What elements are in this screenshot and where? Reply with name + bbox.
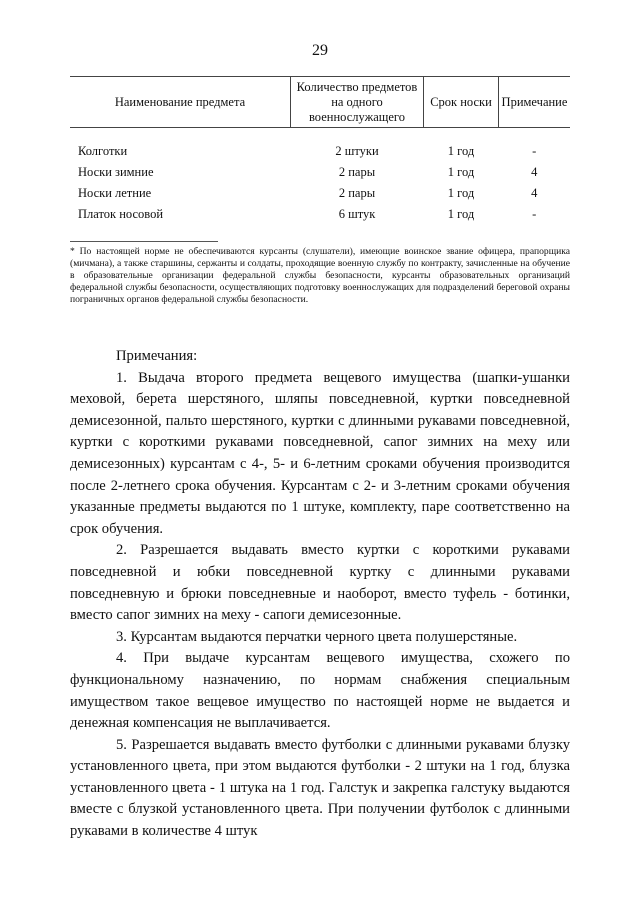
table-row <box>70 162 570 183</box>
note-paragraph: 5. Разрешается выдавать вместо футболки с длинными рукавами блузку установленного цвета, при этом выдаются футболки - 2 штуки на 1 год, блузка установленного цвета - 1 штука на 1 год. Галстук и закрепка галстуку выдаются вместе с блузкой установленного цвета. При получении футболок с длинными рукавами в количестве 4 штук <box>70 736 570 840</box>
item-term: 1 год <box>447 186 475 200</box>
note-paragraph: 4. При выдаче курсантам вещевого имущества, схожего по функциональному назначению, по нормам снабжения специальным имуществом такое вещевое имущество по настоящей норме не выдается и денежная компенсация не выплачивается. <box>70 650 570 732</box>
item-name: Носки летние <box>78 186 152 200</box>
item-quantity: 2 пары <box>338 186 376 200</box>
item-name: Колготки <box>78 144 128 158</box>
item-note: - <box>532 144 537 158</box>
item-term: 1 год <box>447 165 475 179</box>
item-quantity: 2 пары <box>338 165 376 179</box>
header-item-name: Наименование предмета <box>70 77 291 128</box>
table-row <box>70 141 570 162</box>
table-spacer-row <box>70 128 570 142</box>
notes-heading: Примечания: <box>116 348 198 364</box>
item-note: 4 <box>531 165 538 179</box>
table-row <box>70 204 570 225</box>
item-quantity: 2 штуки <box>335 144 379 158</box>
page-number: 29 <box>312 42 328 59</box>
item-note: - <box>532 207 537 221</box>
item-term: 1 год <box>447 207 475 221</box>
footnote: * По настоящей норме не обеспечиваются курсанты (слушатели), имеющие воинское звание офицера, прапорщика (мичмана), а также старшины, сержанты и солдаты, проходящие военную службу по контракту, зачисленные на обучение в образовательные организации федеральной службы безопасности, курсанты образовательных организаций федеральной службы безопасности, осуществляющих подготовку военнослужащих для подразделений береговой охраны пограничных органов федеральной службы безопасности. <box>70 246 570 305</box>
footnote-divider <box>70 241 218 242</box>
item-name: Носки зимние <box>78 165 154 179</box>
note-paragraph: 3. Курсантам выдаются перчатки черного цвета полушерстяные. <box>116 628 518 645</box>
notes-section <box>70 346 570 843</box>
item-term: 1 год <box>447 144 475 158</box>
item-quantity: 6 штук <box>338 207 376 221</box>
clothing-norm-table <box>70 76 570 225</box>
item-name: Платок носовой <box>78 207 164 221</box>
note-paragraph: 1. Выдача второго предмета вещевого имущества (шапки-ушанки меховой, берета шерстяного, шляпы повседневной, куртки повседневной демисезонной, пальто шерстяного, куртки с длинными рукавами повседневной, куртки с короткими рукавами повседневной, сапог зимних на меху или демисезонных) курсантам с 4-, 5- и 6-летним сроками обучения производится после 2-летнего срока обучения. Курсантам с 2- и 3-летним сроками обучения указанные предметы выдаются по 1 штуке, комплекту, паре соответственно на срок обучения. <box>70 369 570 537</box>
note-paragraph: 2. Разрешается выдавать вместо куртки с короткими рукавами повседневной и юбки повседневной куртку с длинными рукавами повседневную и брюки повседневные и наоборот, вместо туфель - ботинки, вместо сапог зимних на меху - сапоги демисезонные. <box>70 542 570 624</box>
header-quantity: Количество предметов на одного военнослужащего <box>291 77 424 128</box>
header-wear-term: Срок носки <box>424 77 499 128</box>
table-row <box>70 183 570 204</box>
header-note: Примечание <box>499 77 571 128</box>
item-note: 4 <box>531 186 538 200</box>
table-header-row <box>70 77 570 128</box>
